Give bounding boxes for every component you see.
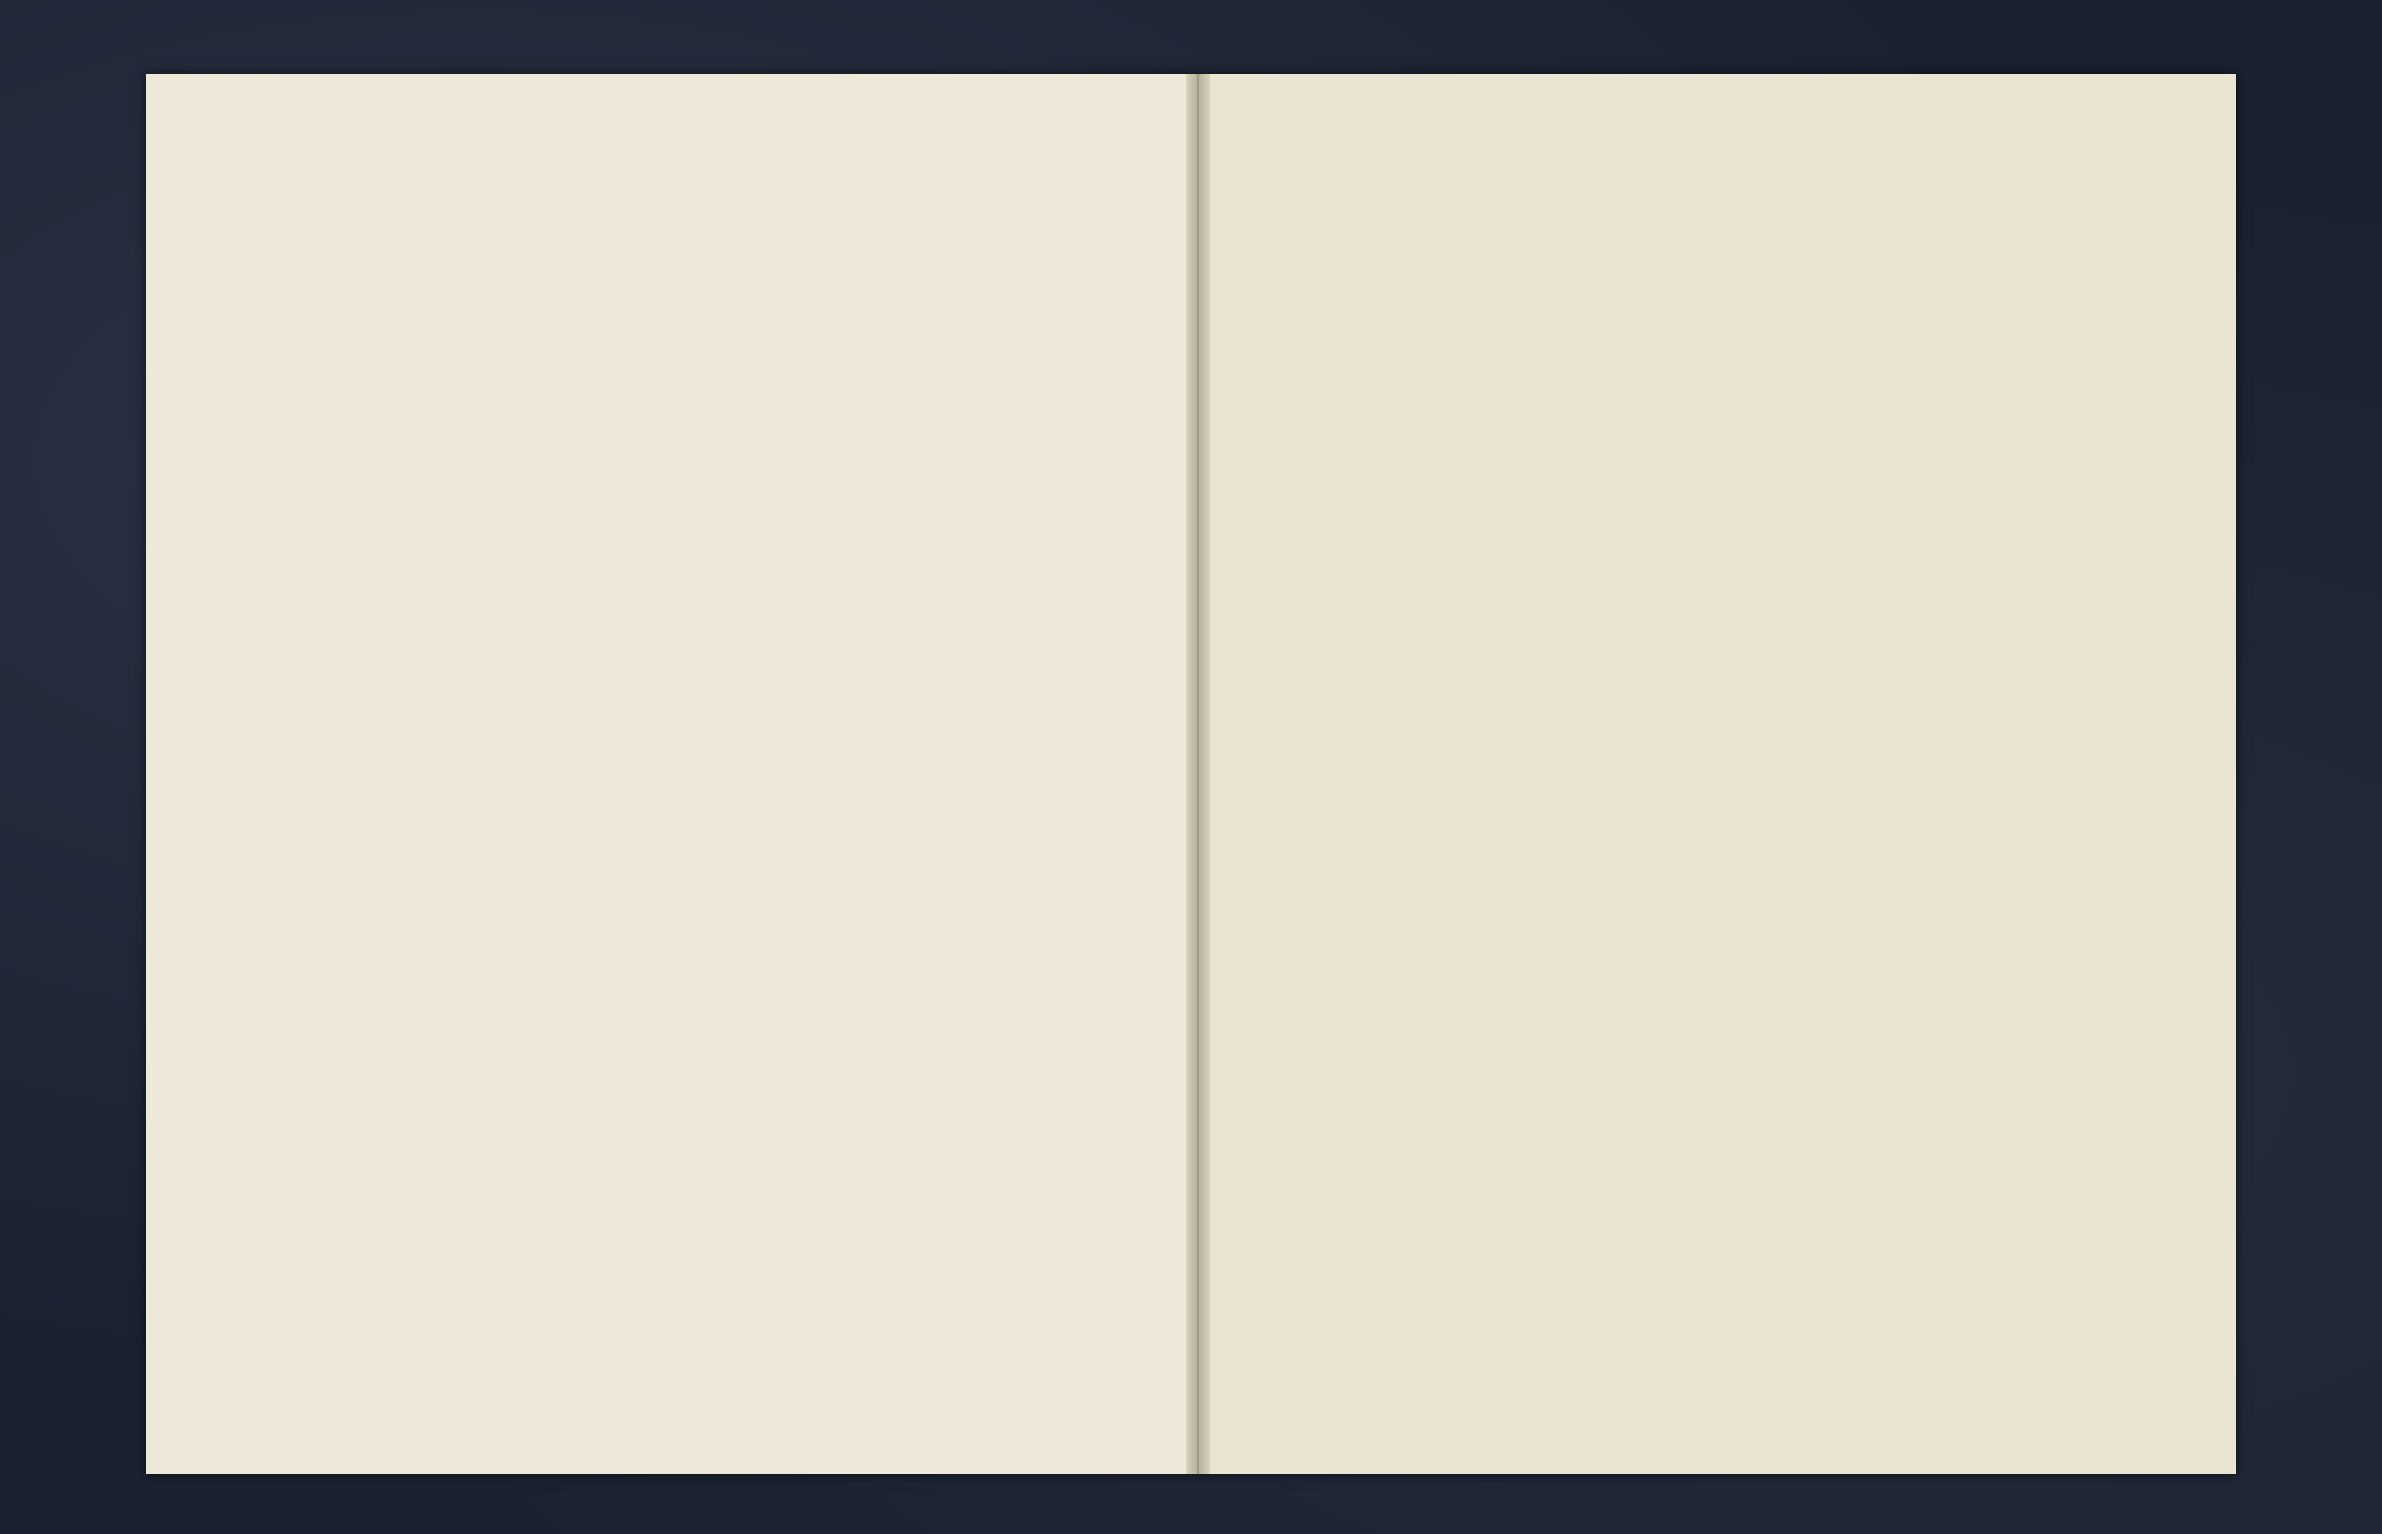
book-spread [146, 74, 2236, 1474]
right-page [1198, 74, 2236, 1474]
left-page [146, 74, 1198, 1474]
book-gutter [1186, 74, 1210, 1474]
